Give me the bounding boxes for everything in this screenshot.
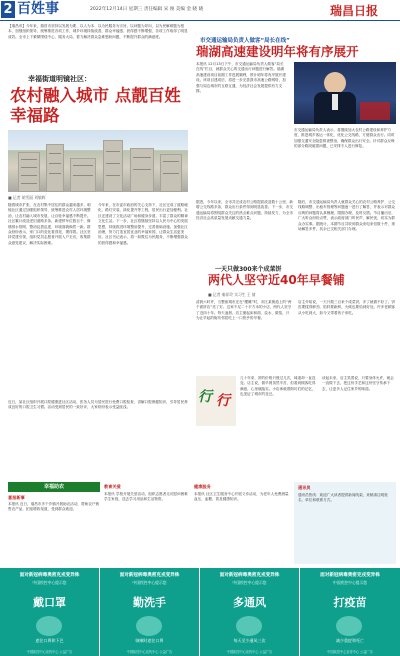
highway-kicker: 市交通运输局负责人做客“局长在线” bbox=[200, 38, 290, 44]
psa-item-sub: 减少重症和死亡 bbox=[336, 638, 364, 643]
bottom-left-text: 本报讯 近日，瑞昌市多个乡镇开展助农活动，帮助农户销售农产品，拓宽增收渠道，受到群众欢迎。 bbox=[8, 502, 99, 512]
bottom-right-box bbox=[294, 482, 396, 564]
page-header bbox=[0, 0, 400, 20]
bottom-mid2-text: 本报讯 社区卫生服务中心开展义诊活动，为老年人免费测量血压、血糖，普及健康知识。 bbox=[194, 492, 289, 502]
breakfast-calligraphy: 行 行 bbox=[196, 376, 236, 426]
breakfast-byline: ■ 记者 秦祥玲 实习生 王 倩 bbox=[208, 292, 256, 297]
highway-headline: 瑞湖高速建设明年将有序展开 bbox=[196, 44, 359, 59]
lead-text: 【瑞昌讯】今年来，瑞昌市坚持以发展为要、以人为本、以为民服务为宗旨，以问题为导向，以为民解难题为根本，加强组织领导，统筹推进各项工作，城乡环境持续改善，群众幸福感、获得感不断增强，各项工作取得了明显成效。全市上下紧紧围绕中心、服务大局，着力解决群众急难愁盼问题，不断提升群众的满意度。 bbox=[8, 24, 188, 39]
bottom-mid1-title: 教育关爱 bbox=[104, 484, 121, 489]
newspaper-logo: 瑞昌日报 bbox=[330, 4, 379, 18]
highway-photo bbox=[294, 62, 396, 124]
breakfast-col-4: 谈起未来，店主笑着说，只要身体允许，就会一直做下去，把这份手艺和这份坚守传承下去，让更多人记住家乡的味道。 bbox=[322, 376, 394, 391]
psa-item-title: 勤洗手 bbox=[133, 596, 166, 609]
psa-line2: 中国疾控中心提示您 bbox=[32, 580, 67, 585]
syringe-icon bbox=[336, 616, 362, 636]
psa-line1: 面对新冠病毒奥密克戎变异株 bbox=[19, 573, 80, 578]
window-icon bbox=[236, 616, 262, 636]
psa-line2: 中国疾控中心提示您 bbox=[132, 580, 167, 585]
psa-panel-1 bbox=[0, 568, 99, 656]
farm-col-2: 今年来，在市委市政府的关心支持下，社区完成了道路硬化、路灯安装、绿化提升等工程，居民出行更加便利。社区还建设了文化活动广场和健身步道，丰富了群众的精神文化生活。下一步，社区将继续坚持以人民为中心的发展思想，持续推进环境整治提升，完善基础设施，加强社区治理，努力打造宜居宜业的幸福家园，让群众生活更美好。社区书记表示，将一如既往为民服务，不断增强群众的获得感和幸福感。 bbox=[98, 203, 188, 245]
farm-photo bbox=[8, 130, 188, 192]
highway-text-1: 本报讯 12月13日下午，市交通运输局负责人做客“局长在线”栏目，就群众关心的交通出行问题进行解答。瑞湖高速建设项目前期工作进展顺利，预计明年将有序展开建设。该项目建成后，将进一步完善我市高速公路网络，加强与周边城市的互联互通，为经济社会发展提供有力支撑。 bbox=[196, 62, 286, 94]
breakfast-kicker: 一天只做300来个成菜饼 bbox=[215, 266, 282, 273]
psa-line1: 面对新冠病毒奥密克戎变异株 bbox=[219, 573, 280, 578]
psa-panel-3 bbox=[200, 568, 299, 656]
psa-item-title: 多通风 bbox=[233, 596, 266, 609]
farm-col-1: 随着城市扩张，在农村集中居住的群众越来越多，明镜社区通过加强组织领导，统筹推进农村人居环境整治，让农村融入城市发展，让百姓幸福感不断提升。社区累计改造老旧道路多条，新建停车位数百个，修缮排水管网，整治乱搭乱建，环境面貌焕然一新。群众纷纷表示，家门口的变化看得见、摸得着。社区坚持党建引领，组织党员志愿者开展入户走访，收集群众意见建议，解决实际困难。 bbox=[8, 203, 91, 245]
psa-line1: 面对新冠病毒奥密克戎变异株 bbox=[320, 573, 380, 578]
bottom-right-text: 通讯员热线：欢迎广大读者提供新闻线索，来稿请注明姓名、单位和联系方式。 bbox=[298, 493, 388, 503]
bottom-mid2-title: 健康服务 bbox=[194, 484, 211, 489]
bottom-mid1-text: 本报讯 学校开展关爱活动，组织志愿者走访慰问困难学生家庭，送去学习用品和生活物资。 bbox=[104, 492, 188, 502]
right-column-text: 随后，市交通运输局负责人就群众关心的农村公路养护、公交线路调整、出租车管理等问题逐一进行了解答，并表示对群众反映的问题将认真梳理，限期办理，及时反馈。节目播出后，广大听众纷纷点赞，表示政府部门听民声、解民忧，切实为群众办实事。据统计，本期节目共收到群众来电来信数十件，现场解答多件，其余已交相关部门办理。 bbox=[298, 200, 396, 232]
psa-footer: 中国疾控中心宣传中心 公益广告 bbox=[26, 650, 73, 654]
psa-panel-2 bbox=[100, 568, 199, 656]
psa-line1: 面对新冠病毒奥密克戎变异株 bbox=[119, 573, 180, 578]
psa-panel-4 bbox=[300, 568, 400, 656]
highway-text-2: 市交通运输局负责人表示，将继续加大农村公路建设和养护力度，推进城乡客运一体化，优化公交线路，方便群众出行。同时加强交通安全隐患排查整治，确保群众出行安全。针对群众反映的部分路段破损问题，已安排专人进行修复。 bbox=[294, 128, 395, 149]
bottom-left-subtitle: 喜报新事 bbox=[8, 495, 25, 500]
breakfast-headline: 两代人坚守近40年早餐铺 bbox=[208, 273, 345, 287]
section-title: 百姓事 bbox=[17, 1, 59, 17]
psa-footer: 中国疾控中心宣传中心 公益广告 bbox=[126, 650, 173, 654]
farm-kicker: 幸福街道明镜社区： bbox=[28, 75, 91, 83]
psa-footer: 中国疾控中心宣传中心 公益广告 bbox=[226, 650, 273, 654]
farm-headline: 农村融入城市 点靓百姓幸福路 bbox=[10, 86, 181, 125]
highway-text-3: 据悉，今年以来，全市共完成农村公路提质改造数十公里，新增公交线路多条，群众出行条件得到明显改善。下一步，市交通运输局将围绕群众关注的热点难点问题，持续发力，为全市经济社会高质量发展贡献交通力量。 bbox=[196, 200, 294, 221]
breakfast-col-1: 清晨六时许，当整座城市还在“酣睡”时，市区某街道上的“两个面饼店”亮了灯。这家不足二十平方米的小店，两代人坚守了近四十年。每天凌晨，店主便起床和面、烧水、做馅，只为让早起的街坊邻居吃上一口热乎的早餐。 bbox=[196, 300, 292, 321]
psa-line2: 中国疾控中心提示您 bbox=[332, 580, 368, 585]
header-rule bbox=[0, 20, 400, 21]
mask-icon bbox=[36, 616, 62, 636]
breakfast-col-2: 店主介绍说，一天只做三百来个成菜饼，多了就做不好了。饼皮要揉得够劲，馅料要新鲜，火候也要恰到好处。许多老顾客从小吃到大，如今又带着孩子来吃。 bbox=[298, 300, 396, 315]
farm-byline: ■ 记者 胡雪丽 刘敏辉 bbox=[8, 195, 46, 200]
psa-footer: 中国疾控中心宣传中心 公益广告 bbox=[327, 650, 373, 654]
psa-item-sub: 每天至少通风三次 bbox=[233, 638, 266, 643]
bottom-left-bar: 幸福助农 bbox=[8, 482, 100, 492]
header-meta: 2022年12月14日 星期三 责任编辑 宋 俊 美编 金 晓 晓 bbox=[90, 7, 204, 12]
psa-item-title: 打疫苗 bbox=[333, 596, 367, 609]
psa-item-title: 戴口罩 bbox=[33, 596, 66, 609]
handwash-icon bbox=[136, 616, 162, 636]
teeth-text: 近日，某社区组织开展口腔健康进社区活动，医务人员为居民进行免费口腔检查，讲解口腔保健知识，引导居民养成良好的口腔卫生习惯。活动受到居民的一致好评，大家纷纷表示受益匪浅。 bbox=[8, 400, 188, 410]
bottom-right-title: 通讯员 bbox=[298, 485, 311, 490]
page-number: 2 bbox=[1, 1, 15, 18]
psa-item-sub: 咳嗽时遮住口鼻 bbox=[135, 638, 164, 643]
breakfast-col-3: 几十年来，饼的价格只涨过几次，味道却一直没变。店主说，做早餐虽然辛苦，但看到顾客吃得满意，心里就踏实。小店承载着街坊们的记忆，也见证了城市的变迁。 bbox=[240, 376, 316, 397]
psa-item-sub: 遮住口鼻和下巴 bbox=[35, 638, 64, 643]
psa-line2: 中国疾控中心提示您 bbox=[232, 580, 267, 585]
